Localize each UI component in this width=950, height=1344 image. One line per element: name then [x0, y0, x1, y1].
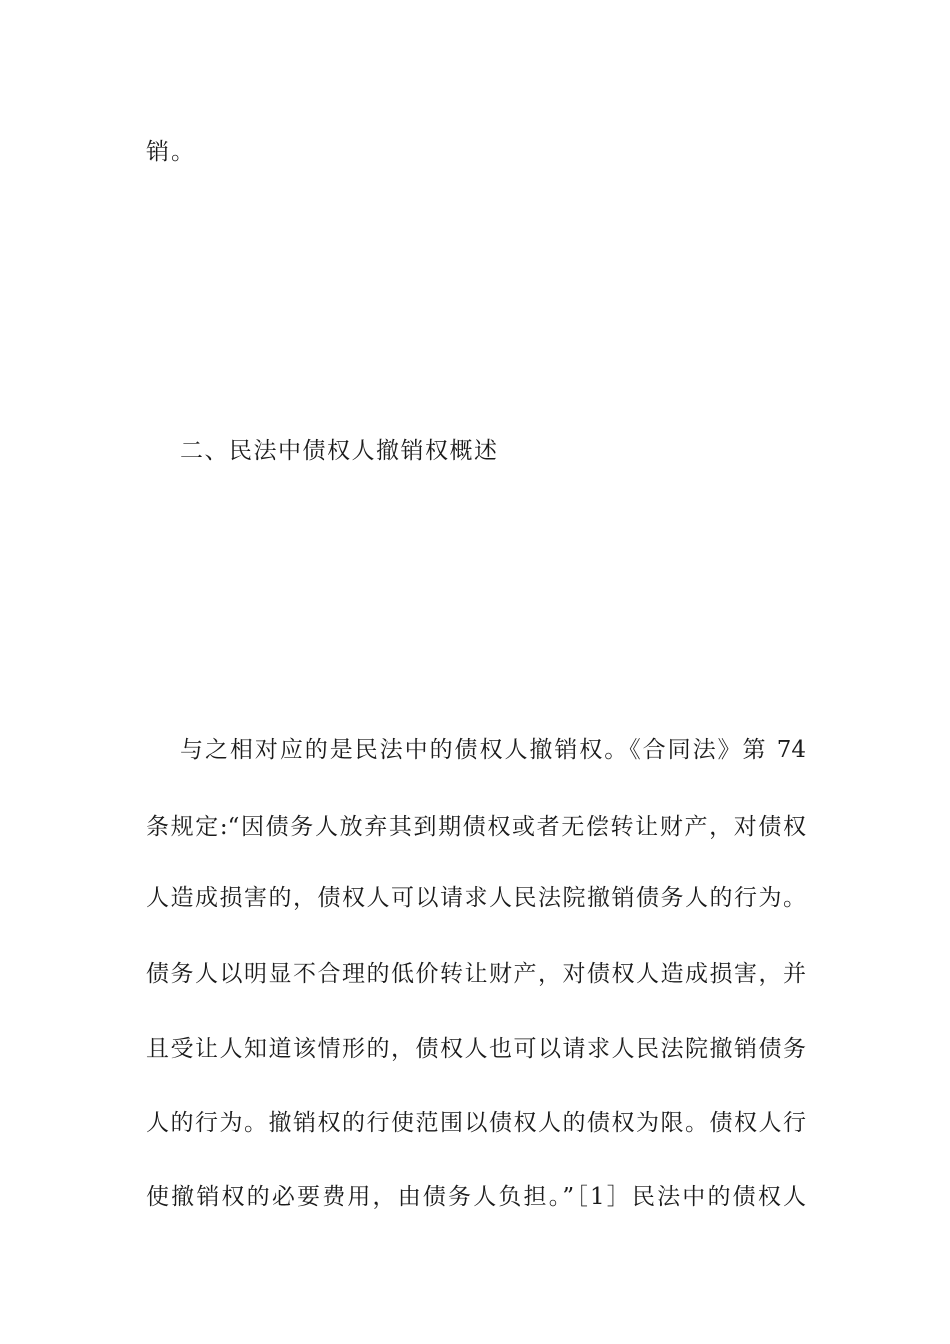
continuation-text: 销。 [146, 139, 196, 165]
paragraph-line: 债务人以明显不合理的低价转让财产，对债权人造成损害，并 [146, 961, 806, 987]
paragraph-line: 使撤销权的必要费用，由债务人负担。”［1］民法中的债权人 [146, 1184, 806, 1210]
paragraph-line: 与之相对应的是民法中的债权人撤销权。《合同法》第 74 [180, 737, 806, 763]
paragraph-line: 且受让人知道该情形的，债权人也可以请求人民法院撤销债务 [146, 1036, 806, 1062]
paragraph-line: 条规定:“因债务人放弃其到期债权或者无偿转让财产，对债权 [146, 814, 806, 840]
paragraph-line: 人的行为。撤销权的行使范围以债权人的债权为限。债权人行 [146, 1110, 806, 1136]
paragraph-line: 人造成损害的，债权人可以请求人民法院撤销债务人的行为。 [146, 885, 806, 911]
section-heading: 二、民法中债权人撤销权概述 [180, 438, 499, 464]
